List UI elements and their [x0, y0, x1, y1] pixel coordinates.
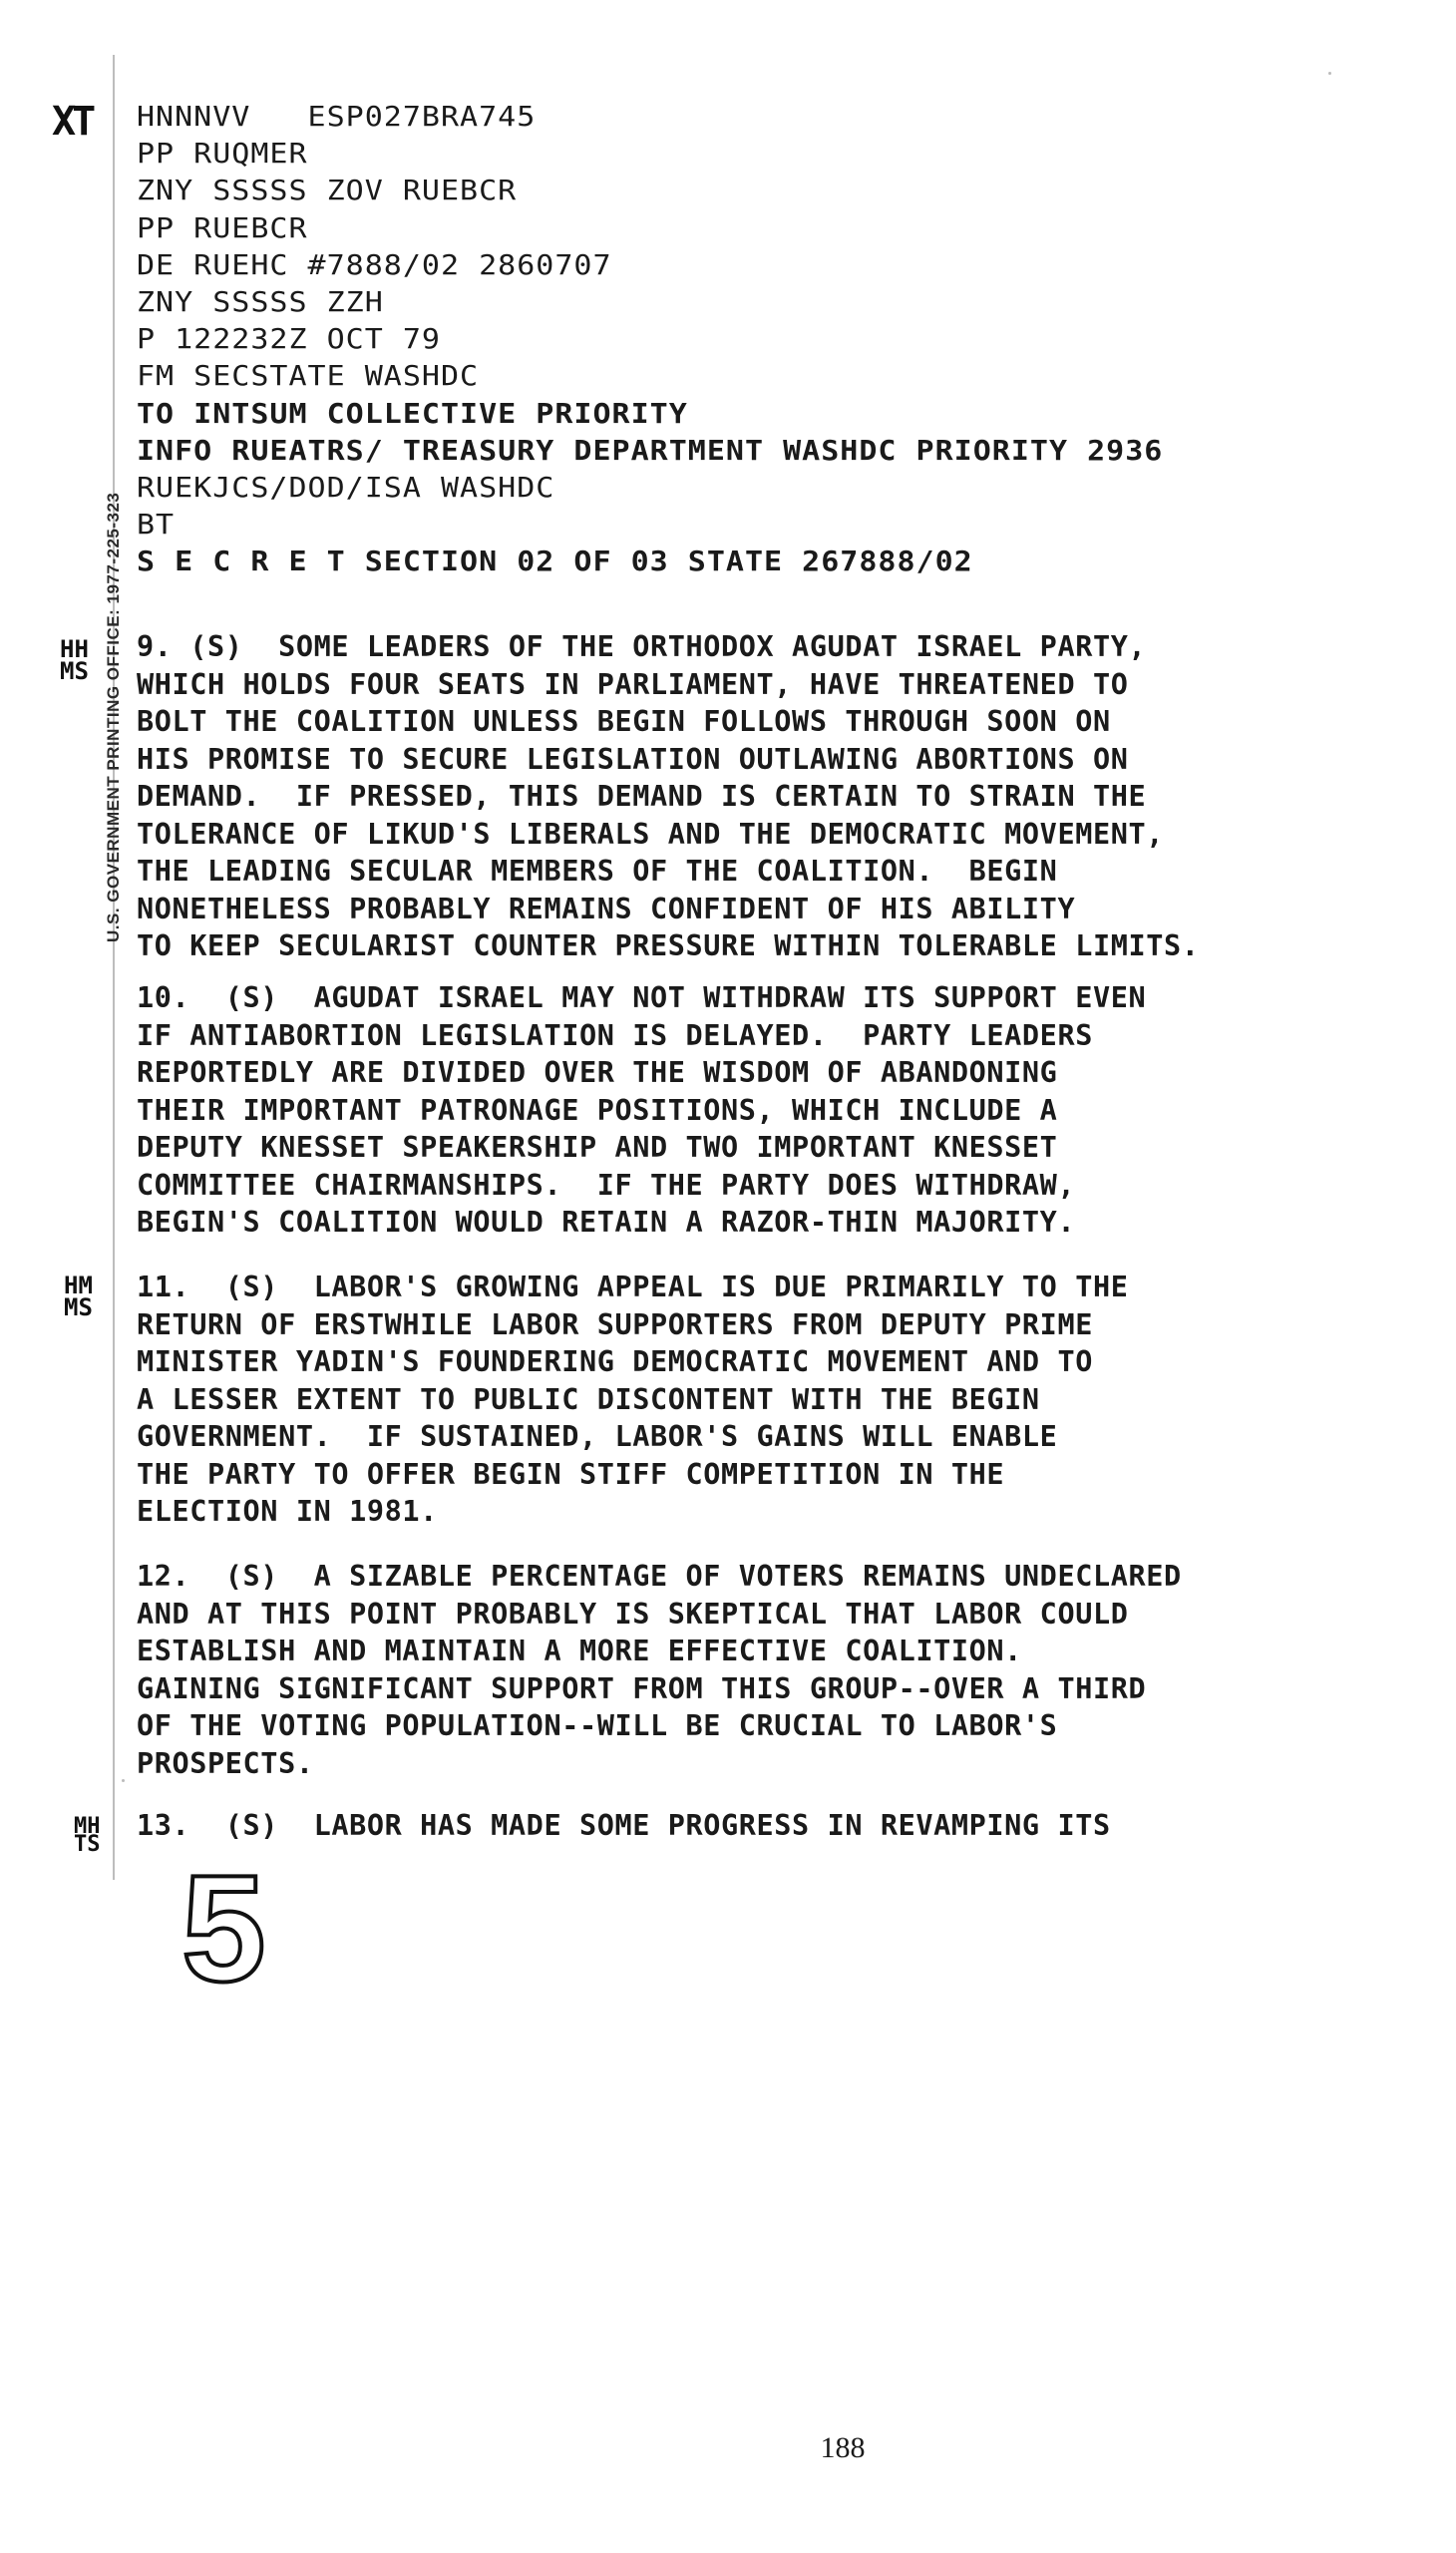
paragraph-line: RETURN OF ERSTWHILE LABOR SUPPORTERS FROM DEPUTY PRIME — [137, 1307, 1093, 1341]
paragraph-line: BOLT THE COALITION UNLESS BEGIN FOLLOWS THROUGH SOON ON — [137, 705, 1111, 738]
paragraph-line: THE PARTY TO OFFER BEGIN STIFF COMPETITION IN THE — [137, 1457, 1005, 1491]
outlined-page-marker-number: 5 — [182, 1844, 266, 2013]
printing-office-side-text: U.S. GOVERNMENT PRINTING OFFICE: 1977-225-323 — [104, 492, 123, 942]
paragraph-line: GAINING SIGNIFICANT SUPPORT FROM THIS GROUP--OVER A THIRD — [137, 1671, 1147, 1705]
paragraph-line: ELECTION IN 1981. — [137, 1495, 438, 1528]
cable-header — [137, 100, 1393, 581]
speck — [122, 1779, 125, 1782]
paragraph-line: 9. (S) SOME LEADERS OF THE ORTHODOX AGUDAT ISRAEL PARTY, — [137, 630, 1147, 663]
paragraph-line: PROSPECTS. — [137, 1746, 314, 1780]
handwritten-mark-top: XT — [52, 99, 93, 145]
page-number: 188 — [820, 2431, 866, 2464]
paragraph-9 — [137, 628, 1433, 965]
paragraph-line: ESTABLISH AND MAINTAIN A MORE EFFECTIVE COALITION. — [137, 1635, 1022, 1667]
speck — [1328, 72, 1331, 75]
margin-mark-p9: HH MS — [60, 635, 89, 685]
paragraph-12 — [137, 1558, 1433, 1782]
header-line: P 122232Z OCT 79 — [137, 323, 441, 356]
header-line: BT — [137, 508, 176, 542]
header-line: INFO RUEATRS/ TREASURY DEPARTMENT WASHDC PRIORITY 2936 — [137, 434, 1164, 467]
paragraph-line: OF THE VOTING POPULATION--WILL BE CRUCIAL TO LABOR'S — [137, 1709, 1058, 1742]
paragraph-line: 13. (S) LABOR HAS MADE SOME PROGRESS IN REVAMPING ITS — [137, 1809, 1111, 1842]
paragraph-line: BEGIN'S COALITION WOULD RETAIN A RAZOR-THIN MAJORITY. — [137, 1206, 1076, 1239]
margin-mark-p13: MH TS — [74, 1814, 101, 1857]
paragraph-line: WHICH HOLDS FOUR SEATS IN PARLIAMENT, HAVE THREATENED TO — [137, 667, 1129, 701]
paragraph-line: 10. (S) AGUDAT ISRAEL MAY NOT WITHDRAW ITS SUPPORT EVEN — [137, 981, 1147, 1014]
margin-rule — [113, 55, 115, 1880]
paragraph-line: DEMAND. IF PRESSED, THIS DEMAND IS CERTAIN TO STRAIN THE — [137, 780, 1147, 813]
paragraph-line: THEIR IMPORTANT PATRONAGE POSITIONS, WHICH INCLUDE A — [137, 1093, 1058, 1127]
paragraph-line: GOVERNMENT. IF SUSTAINED, LABOR'S GAINS WILL ENABLE — [137, 1420, 1058, 1453]
paragraph-11 — [137, 1269, 1433, 1531]
paragraph-line: DEPUTY KNESSET SPEAKERSHIP AND TWO IMPORTANT KNESSET — [137, 1131, 1058, 1164]
classification-line: S E C R E T SECTION 02 OF 03 STATE 267888/02 — [137, 546, 973, 578]
paragraph-line: TOLERANCE OF LIKUD'S LIBERALS AND THE DEMOCRATIC MOVEMENT, — [137, 817, 1164, 851]
header-line: ZNY SSSSS ZZH — [137, 285, 384, 319]
header-line: FM SECSTATE WASHDC — [137, 360, 480, 393]
paragraph-line: IF ANTIABORTION LEGISLATION IS DELAYED. PARTY LEADERS — [137, 1018, 1093, 1052]
paragraph-line: MINISTER YADIN'S FOUNDERING DEMOCRATIC MOVEMENT AND TO — [137, 1345, 1093, 1378]
paragraph-line: NONETHELESS PROBABLY REMAINS CONFIDENT OF HIS ABILITY — [137, 892, 1076, 925]
paragraph-line: 11. (S) LABOR'S GROWING APPEAL IS DUE PRIMARILY TO THE — [137, 1271, 1129, 1303]
paragraph-line: COMMITTEE CHAIRMANSHIPS. IF THE PARTY DOES WITHDRAW, — [137, 1168, 1076, 1202]
header-line: TO INTSUM COLLECTIVE PRIORITY — [137, 397, 688, 430]
paragraph-line: THE LEADING SECULAR MEMBERS OF THE COALITION. BEGIN — [137, 855, 1058, 888]
paragraph-line: REPORTEDLY ARE DIVIDED OVER THE WISDOM OF ABANDONING — [137, 1056, 1058, 1089]
paragraph-13 — [137, 1807, 1433, 1845]
header-line: ZNY SSSSS ZOV RUEBCR — [137, 175, 518, 207]
paragraph-line: HIS PROMISE TO SECURE LEGISLATION OUTLAWING ABORTIONS ON — [137, 742, 1129, 776]
paragraph-line: TO KEEP SECULARIST COUNTER PRESSURE WITHIN TOLERABLE LIMITS. — [137, 929, 1200, 962]
paragraph-line: 12. (S) A SIZABLE PERCENTAGE OF VOTERS REMAINS UNDECLARED — [137, 1560, 1182, 1593]
paragraph-line: AND AT THIS POINT PROBABLY IS SKEPTICAL THAT LABOR COULD — [137, 1597, 1129, 1631]
header-line: PP RUEBCR — [137, 211, 308, 244]
header-line: HNNNVV ESP027BRA745 — [137, 100, 537, 134]
paragraph-line: A LESSER EXTENT TO PUBLIC DISCONTENT WITH THE BEGIN — [137, 1382, 1040, 1416]
header-line: DE RUEHC #7888/02 2860707 — [137, 248, 612, 281]
header-line: PP RUQMER — [137, 138, 308, 171]
paragraph-10 — [137, 979, 1433, 1242]
margin-mark-p11: HM MS — [64, 1272, 93, 1321]
header-line: RUEKJCS/DOD/ISA WASHDC — [137, 471, 555, 504]
